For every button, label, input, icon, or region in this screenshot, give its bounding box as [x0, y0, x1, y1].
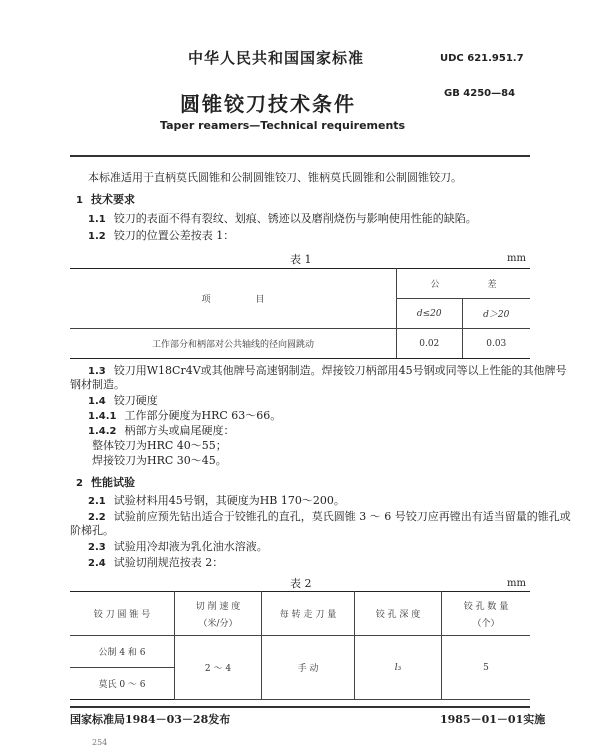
clause-2-2: 2.2 试验前应预先钻出适合于铰锥孔的直孔，莫氏圆锥 3 ～ 6 号铰刀应再镗出有适当留量的锥孔或: [88, 510, 571, 523]
clause-1-4-2-line-2: 焊接铰刀为HRC 30～45。: [92, 454, 227, 467]
table-2-caption: 表 2: [290, 577, 312, 590]
table-2-header-taper: 铰 刀 圆 锥 号: [70, 592, 175, 636]
standard-title: 中华人民共和国国家标准: [188, 49, 365, 67]
page-number: 254: [92, 738, 108, 747]
effective-date: 1985－01－01实施: [440, 713, 546, 726]
document-title: 圆锥铰刀技术条件: [180, 92, 356, 116]
issuer-line: 国家标准局1984－03－28发布: [70, 713, 231, 726]
clause-1-3-continuation: 钢材制造。: [70, 378, 125, 391]
table-2-depth-value: l₃: [355, 636, 442, 700]
header-divider: [70, 155, 530, 157]
clause-2-2-continuation: 阶梯孔。: [70, 524, 114, 537]
section-1-heading: [76, 193, 135, 208]
table-2-row-morse: 莫氏 0 ～ 6: [70, 668, 175, 700]
clause-1-4-2-line-1: 整体铰刀为HRC 40～55；: [92, 439, 227, 452]
table-2-count-value: 5: [442, 636, 531, 700]
udc-code: UDC 621.951.7: [440, 53, 524, 64]
table-2-feed-value: 手 动: [262, 636, 355, 700]
clause-1-4-2: 1.4.2 柄部方头或扁尾硬度：: [88, 424, 235, 437]
table-1-header-d-small: d≤20: [397, 299, 463, 329]
table-1-value-d-small: 0.02: [397, 329, 463, 359]
table-1-value-d-large: 0.03: [462, 329, 530, 359]
clause-2-3: 2.3 试验用冷却液为乳化油水溶液。: [88, 540, 268, 553]
table-2: [70, 591, 530, 700]
table-2-header-speed: 切 削 速 度 （米/分）: [175, 592, 262, 636]
clause-2-4: 2.4 试验切削规范按表 2：: [88, 556, 224, 569]
clause-1-4-1: 1.4.1 工作部分硬度为HRC 63～66。: [88, 409, 282, 422]
section-title: 性能试验: [90, 476, 135, 489]
table-1-unit: mm: [507, 253, 526, 264]
table-2-header-depth: 铰 孔 深 度: [355, 592, 442, 636]
table-2-unit: mm: [507, 578, 526, 589]
clause-1-1: 1.1 铰刀的表面不得有裂纹、划痕、锈迹以及磨削烧伤与影响使用性能的缺陷。: [88, 212, 477, 225]
clause-2-1: 2.1 试验材料用45号钢，其硬度为HB 170～200。: [88, 494, 345, 507]
footer-divider: [70, 706, 530, 708]
table-1-row-label: 工作部分和柄部对公共轴线的径向圆跳动: [70, 329, 397, 359]
table-2-speed-value: 2 ～ 4: [175, 636, 262, 700]
intro-paragraph: 本标准适用于直柄莫氏圆锥和公制圆锥铰刀、锥柄莫氏圆锥和公制圆锥铰刀。: [88, 171, 462, 184]
table-1-caption: 表 1: [290, 253, 312, 266]
table-1-header-d-large: d＞20: [462, 299, 530, 329]
section-title: 技术要求: [90, 193, 135, 206]
english-title: Taper reamers—Technical requirements: [160, 119, 406, 132]
clause-1-3: 1.3 铰刀用W18Cr4V或其他牌号高速钢制造。焊接铰刀柄部用45号钢或同等以上性能的其他牌号: [88, 364, 567, 377]
table-1-header-tolerance: 公 差: [397, 269, 531, 299]
table-1-header-item: 项 目: [70, 269, 397, 329]
table-2-header-count: 铰 孔 数 量 （个）: [442, 592, 531, 636]
table-2-header-feed: 每 转 走 刀 量: [262, 592, 355, 636]
section-number: 1: [76, 195, 83, 206]
clause-1-4: 1.4 铰刀硬度: [88, 394, 158, 407]
gb-code: GB 4250—84: [444, 88, 516, 99]
clause-1-2: 1.2 铰刀的位置公差按表 1：: [88, 229, 235, 242]
section-2-heading: [76, 476, 135, 491]
table-1: [70, 268, 530, 359]
table-2-row-metric: 公制 4 和 6: [70, 636, 175, 668]
section-number: 2: [76, 478, 83, 489]
